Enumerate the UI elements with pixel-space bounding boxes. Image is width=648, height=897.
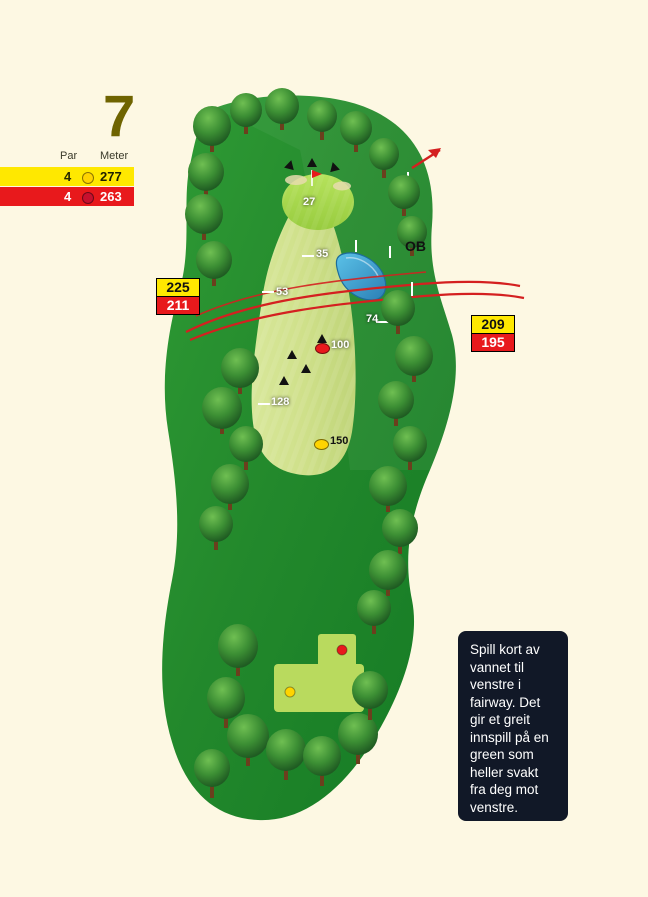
- map-label-150: 150: [330, 435, 349, 447]
- tee-red-dot-icon: [82, 192, 94, 204]
- red-distance-dot-icon: [315, 343, 330, 354]
- meter-header: Meter: [100, 150, 129, 162]
- hole-advice-note: Spill kort av vannet til venstre i fairway. Det gir et greit innspill på en green som heller svakt fra deg mot venstre.: [458, 631, 568, 821]
- map-label-128: 128: [271, 396, 290, 408]
- tee-yellow-dot-icon: [82, 172, 94, 184]
- yellow-distance-dot-icon: [314, 439, 329, 450]
- tee-yellow-par: 4: [64, 169, 72, 184]
- marker-right-yellow: 209: [471, 315, 515, 333]
- tee-yellow-meters: 277: [100, 169, 122, 184]
- ob-label: OB: [405, 238, 426, 254]
- distance-marker-right: [471, 315, 515, 352]
- tee-red-meters: 263: [100, 189, 122, 204]
- hole-number: 7: [103, 84, 134, 149]
- tee-marker-yellow: [285, 687, 295, 697]
- distance-marker-left: [156, 278, 200, 315]
- map-label-53: 53: [276, 286, 289, 298]
- marker-left-red: 211: [156, 296, 200, 315]
- tee-marker-red: [337, 645, 347, 655]
- marker-left-yellow: 225: [156, 278, 200, 296]
- tee-row-red: [0, 187, 134, 206]
- tee-row-yellow: [0, 167, 134, 186]
- map-label-27: 27: [303, 196, 316, 208]
- map-label-35: 35: [316, 248, 329, 260]
- par-header: Par: [60, 150, 78, 162]
- map-label-100: 100: [331, 339, 350, 351]
- map-label-74: 74: [366, 313, 379, 325]
- tee-red-par: 4: [64, 189, 72, 204]
- marker-right-red: 195: [471, 333, 515, 352]
